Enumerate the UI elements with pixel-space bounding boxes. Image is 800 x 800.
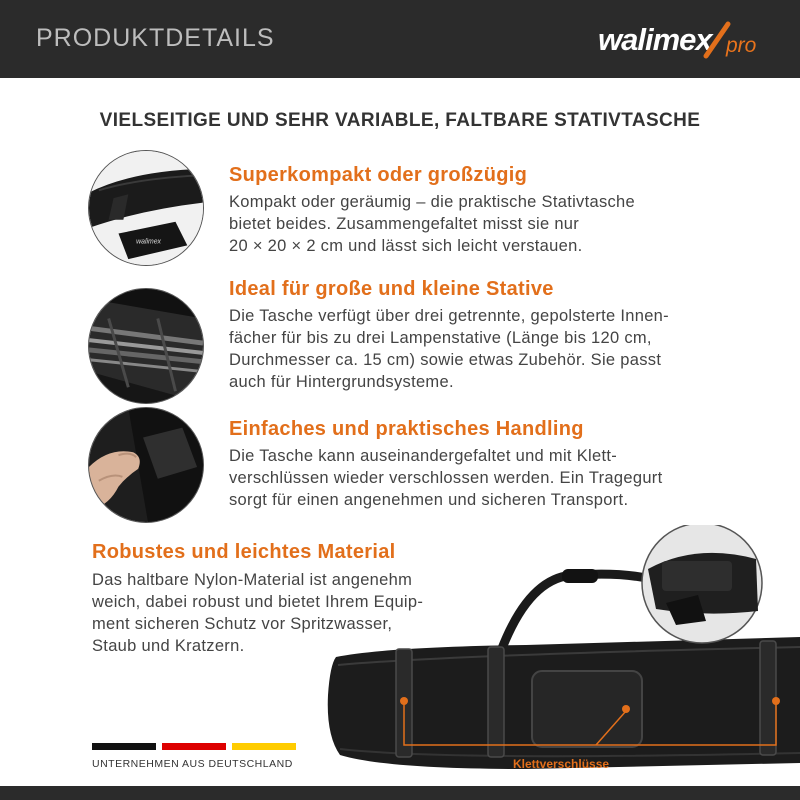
body-line: Das haltbare Nylon-Material ist angenehm xyxy=(92,571,413,589)
logo-wordmark: walimex xyxy=(598,22,712,57)
bag-product-photo-icon xyxy=(326,525,800,775)
velcro-callout-label: Klettverschlüsse xyxy=(513,757,610,771)
section-1-body xyxy=(229,191,635,257)
header-bar xyxy=(0,0,800,78)
tripods-in-bag-photo-icon xyxy=(88,288,204,404)
body-line: verschlüssen wieder verschlossen werden. Ein Tragegurt xyxy=(229,469,663,487)
section-1-title: Superkompakt oder großzügig xyxy=(229,164,528,186)
folded-bag-photo-icon xyxy=(88,150,204,266)
body-line: ment sicheren Schutz vor Spritzwasser, xyxy=(92,615,393,633)
body-line: bietet beides. Zusammengefaltet misst sie nur xyxy=(229,215,580,233)
flag-stripe-black xyxy=(92,743,156,750)
velcro-handling-photo-icon xyxy=(88,407,204,523)
headline: VIELSEITIGE UND SEHR VARIABLE, FALTBARE STATIVTASCHE xyxy=(99,110,701,131)
body-line: fächer für bis zu drei Lampenstative (Länge bis 120 cm, xyxy=(229,329,652,347)
section-4-title: Robustes und leichtes Material xyxy=(92,541,396,563)
flag-stripe-gold xyxy=(232,743,296,750)
body-line: weich, dabei robust und bietet Ihrem Equip- xyxy=(92,593,424,611)
body-line: auch für Hintergrundsysteme. xyxy=(229,373,454,391)
body-line: Kompakt oder geräumig – die praktische Stativtasche xyxy=(229,193,636,211)
body-line: Die Tasche verfügt über drei getrennte, gepolsterte Innen- xyxy=(229,307,669,325)
walimex-pro-logo xyxy=(598,20,773,60)
section-2-title: Ideal für große und kleine Stative xyxy=(229,278,554,300)
body-line: Durchmesser ca. 15 cm) sowie etwas Zubehör. Sie passt xyxy=(229,351,662,369)
made-in-germany-badge: UNTERNEHMEN AUS DEUTSCHLAND xyxy=(92,758,293,770)
body-line: 20 × 20 × 2 cm und lässt sich leicht verstauen. xyxy=(229,237,583,255)
body-line: sorgt für einen angenehmen und sicheren Transport. xyxy=(229,491,629,509)
footer-bar xyxy=(0,786,800,800)
section-3-title: Einfaches und praktisches Handling xyxy=(229,418,584,440)
section-2-body xyxy=(229,305,669,393)
section-3-body xyxy=(229,445,663,511)
logo-pro-text: pro xyxy=(726,34,757,57)
body-line: Die Tasche kann auseinandergefaltet und mit Klett- xyxy=(229,447,618,465)
svg-text:walimex: walimex xyxy=(136,238,161,246)
body-line: Staub und Kratzern. xyxy=(92,637,245,655)
flag-stripe-red xyxy=(162,743,226,750)
page-title: PRODUKTDETAILS xyxy=(36,24,275,52)
